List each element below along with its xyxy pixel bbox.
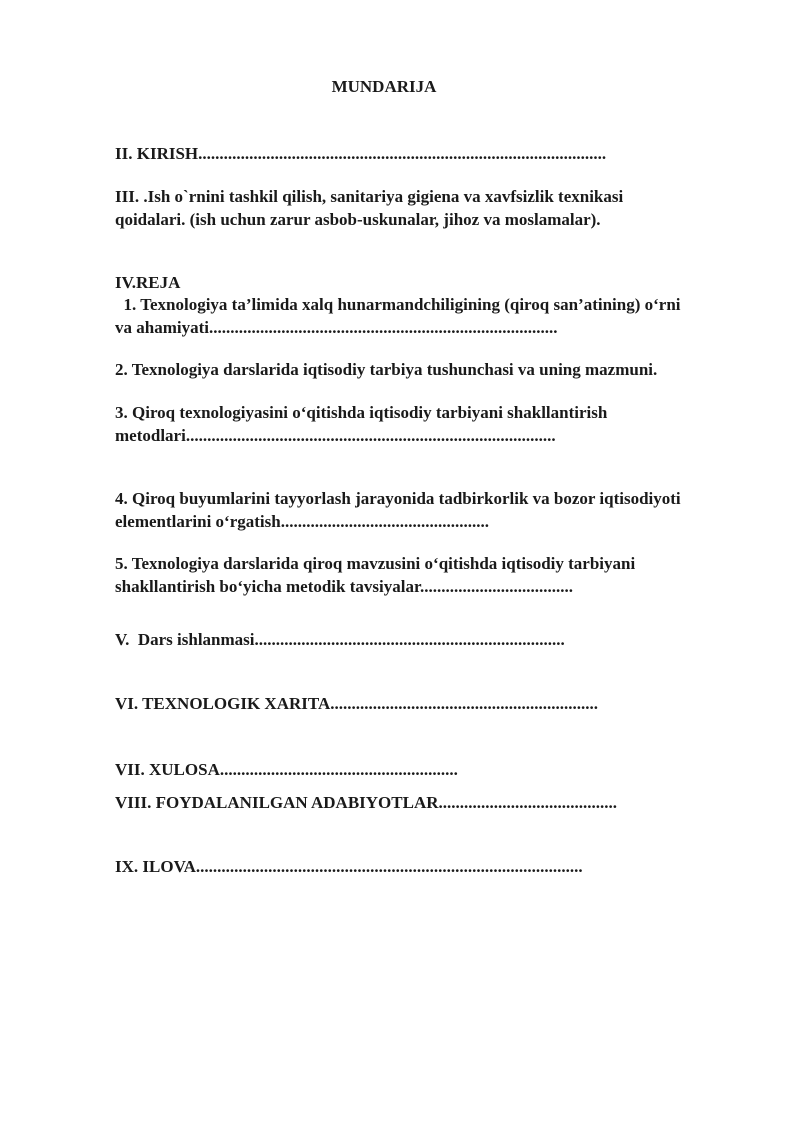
toc-entry-dars-ishlanmasi: V. Dars ishlanmasi.........................................................................	[115, 630, 565, 649]
toc-entry-kirish: II. KIRISH................................................................................................	[115, 144, 607, 163]
toc-entry-reja-5-line1: 5. Texnologiya darslarida qiroq mavzusini o‘qitishda iqtisodiy tarbiyani	[115, 554, 636, 573]
toc-entry-ilova: IX. ILOVA...........................................................................................	[115, 857, 583, 876]
toc-entry-reja-4-line2: elementlarini o‘rgatish.................................................	[115, 512, 489, 531]
toc-entry-reja-4-line1: 4. Qiroq buyumlarini tayyorlash jarayonida tadbirkorlik va bozor iqtisodiyoti	[115, 489, 681, 508]
toc-entry-adabiyotlar: VIII. FOYDALANILGAN ADABIYOTLAR..........................................	[115, 793, 618, 812]
toc-entry-xulosa: VII. XULOSA........................................................	[115, 760, 458, 779]
toc-entry-ish-orni-line2: qoidalari. (ish uchun zarur asbob-uskunalar, jihoz va moslamalar).	[115, 210, 601, 229]
toc-entry-reja-2: 2. Texnologiya darslarida iqtisodiy tarbiya tushunchasi va uning mazmuni.	[115, 360, 658, 379]
toc-entry-reja: IV.REJA	[115, 273, 181, 292]
toc-entry-reja-1-line1: 1. Texnologiya ta’limida xalq hunarmandchiligining (qiroq san’atining) o‘rni	[115, 295, 681, 314]
toc-entry-ish-orni-line1: III. .Ish o`rnini tashkil qilish, sanitariya gigiena va xavfsizlik texnikasi	[115, 187, 624, 206]
toc-entry-reja-1-line2: va ahamiyati..................................................................................	[115, 318, 558, 337]
toc-entry-reja-3-line2: metodlari.......................................................................................	[115, 426, 556, 445]
toc-entry-texnologik-xarita: VI. TEXNOLOGIK XARITA...............................................................	[115, 694, 598, 713]
toc-entry-reja-3-line1: 3. Qiroq texnologiyasini o‘qitishda iqtisodiy tarbiyani shakllantirish	[115, 403, 608, 422]
toc-entry-reja-5-line2: shakllantirish bo‘yicha metodik tavsiyalar....................................	[115, 577, 573, 596]
document-title: MUNDARIJA	[331, 77, 437, 96]
